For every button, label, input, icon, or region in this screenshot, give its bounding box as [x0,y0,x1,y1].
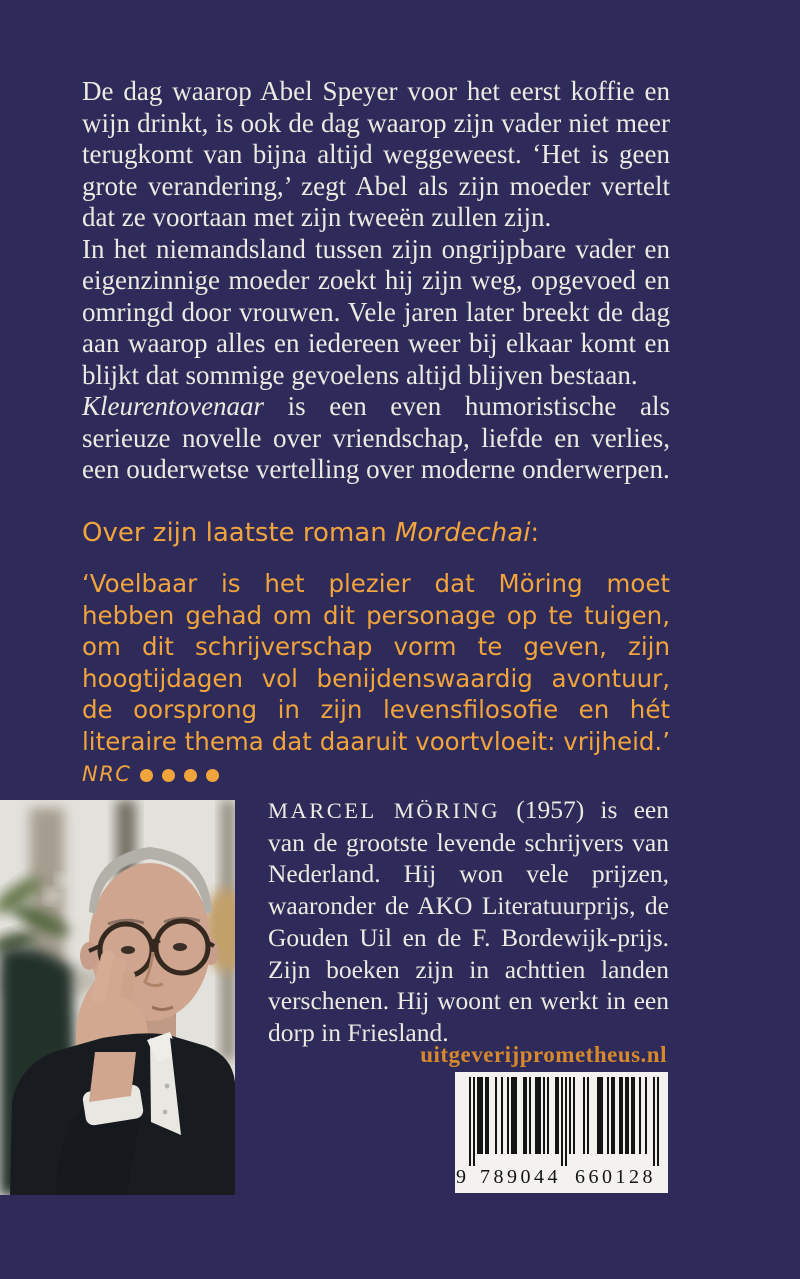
barcode-graphic [456,1073,667,1191]
blurb-paragraph: Kleurentovenaar is een even humoristische als serieuze novelle over vriendschap, liefde en verlies, een ouderwetse vertelling over moderne onderwerpen. [82,391,670,484]
review-source: NRC [82,762,132,786]
author-photo [0,800,235,1195]
rating-dot [184,769,197,782]
rating-dot [140,769,153,782]
author-bio-text: (1957) is een van de grootste levende schrijvers van Nederland. Hij won vele prijzen, waaronder de AKO Literatuurprijs, de Gouden Uil en de F. Bordewijk-prijs. Zijn boeken zijn in achttien landen verschenen. Hij woont en werkt in een dorp in Friesland. [268,795,669,1047]
author-name: MARCEL MÖRING [268,798,501,823]
author-photo-illustration [0,800,235,1195]
barcode-number: 9 [456,1166,466,1188]
blurb-paragraph: In het niemandsland tussen zijn ongrijpbare vader en eigenzinnige moeder zoekt hij zijn weg, opgevoed en omringd door vrouwen. Vele jaren later breekt de dag aan waarop alles en iedereen weer bij elkaar komt en blijkt dat sommige gevoelens altijd blijven bestaan. [82,233,670,390]
rating-dots [131,758,219,787]
publisher-website: uitgeverijprometheus.nl [420,1042,667,1067]
review-quote-text: ‘Voelbaar is het plezier dat Möring moet hebben gehad om dit personage op te tuigen, om dit schrijverschap vorm te geven, zijn hoogtijdagen vol benijdenswaardig avontuur, de oorsprong in zijn levensfilosofie en hét literaire thema dat daaruit voortvloeit: vrijheid.’ [82,569,670,756]
barcode-number: 789044 [480,1166,561,1188]
barcode [455,1072,668,1193]
rating-dot [162,769,175,782]
blurb-text [82,76,670,486]
rating-dot [206,769,219,782]
review-heading: Over zijn laatste roman Mordechai: [82,518,540,548]
review-quote [82,568,670,791]
blurb-paragraph: De dag waarop Abel Speyer voor het eerst koffie en wijn drinkt, is ook de dag waarop zijn vader niet meer terugkomt van bijna altijd weggeweest. ‘Het is geen grote verandering,’ zegt Abel als zijn moeder vertelt dat ze voortaan met zijn tweeën zullen zijn. [82,76,670,232]
author-bio [268,794,669,1049]
barcode-number: 660128 [575,1166,656,1188]
